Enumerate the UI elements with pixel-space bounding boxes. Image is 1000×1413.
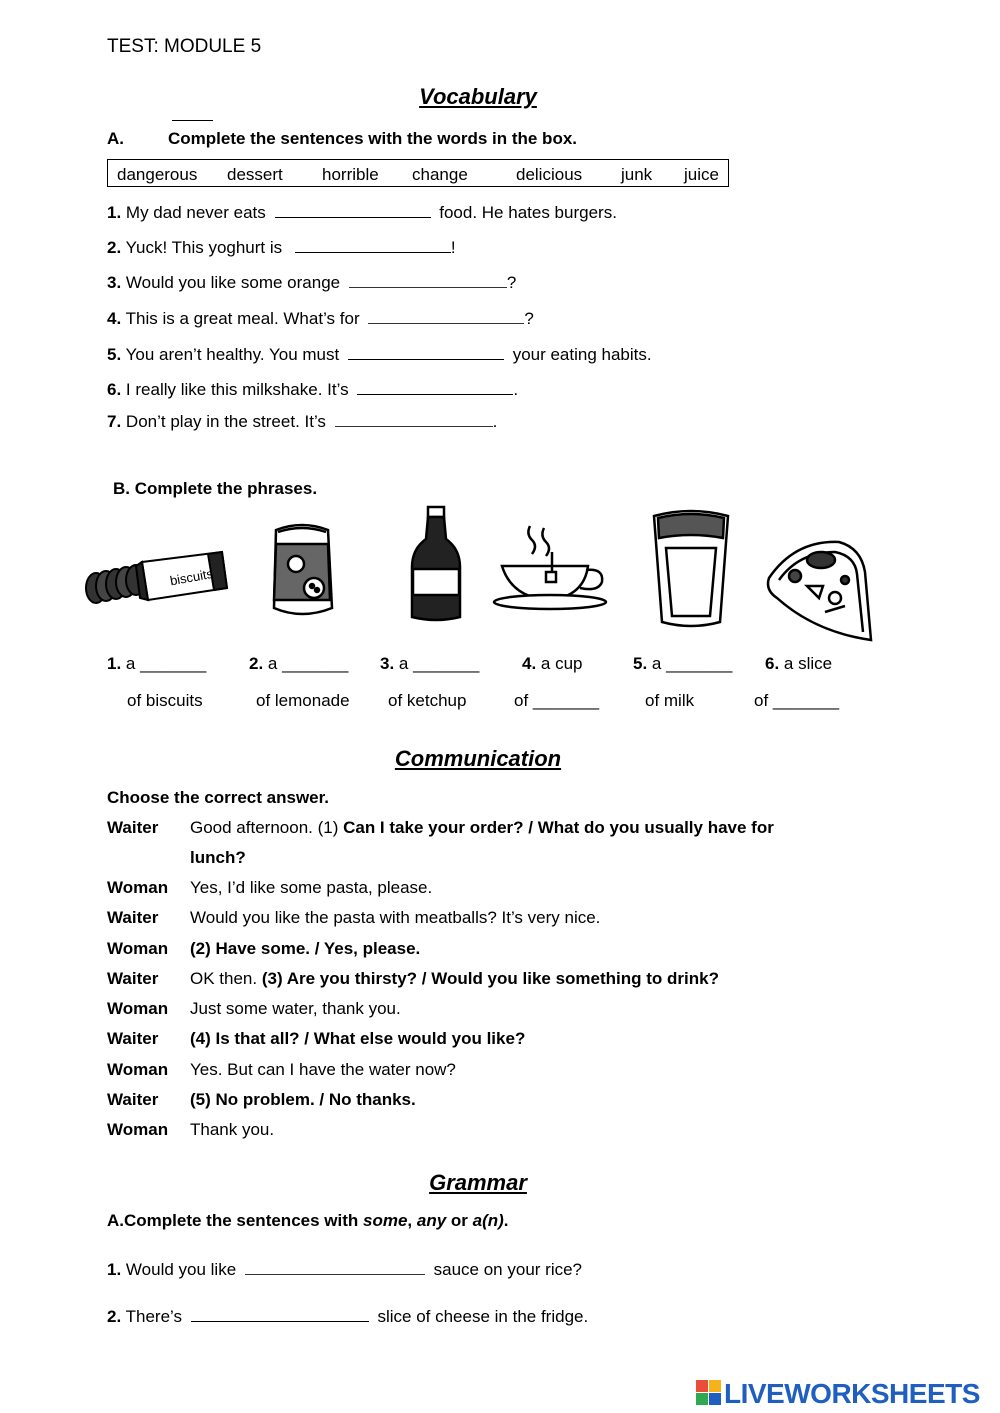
answer-blank[interactable]	[368, 307, 524, 324]
phrase-text: a _______	[125, 654, 207, 673]
dialogue-text: Yes. But can I have the water now?	[190, 1060, 456, 1079]
sentence-text: ?	[524, 309, 534, 328]
instruction-word: any	[416, 1211, 447, 1230]
vocabulary-heading: Vocabulary	[419, 84, 537, 109]
biscuits-pack-label: biscuits	[168, 565, 215, 589]
grammar-a-instruction	[107, 1211, 509, 1231]
answer-blank[interactable]	[357, 378, 513, 395]
doc-title: TEST: MODULE 5	[107, 36, 262, 57]
small-divider	[172, 120, 213, 121]
phrase-4-bottom: of _______	[514, 691, 600, 710]
cup-of-tea-illustration	[490, 522, 612, 612]
dialogue-choice[interactable]: (3) Are you thirsty? / Would you like something to drink?	[261, 969, 719, 988]
phrase-1-bottom: of biscuits	[127, 691, 203, 710]
dialogue-speaker: Waiter	[107, 1029, 159, 1048]
dialogue-speaker: Woman	[107, 1060, 169, 1079]
sentence-number: 5.	[107, 345, 122, 364]
sentence-text: .	[513, 380, 519, 399]
phrase-1-top	[107, 654, 206, 674]
answer-blank[interactable]	[245, 1258, 425, 1275]
dialogue-line-3	[190, 908, 600, 928]
dialogue-line-4	[190, 939, 420, 959]
word-box-item: junk	[621, 165, 653, 184]
phrase-text: a _______	[267, 654, 349, 673]
vocab-sentence-2	[107, 236, 456, 259]
sentence-text: slice of cheese in the fridge.	[377, 1307, 589, 1326]
vocab-sentence-3	[107, 271, 516, 294]
word-box-item: dangerous	[117, 165, 198, 184]
dialogue-choice[interactable]: (4) Is that all? / What else would you like?	[190, 1029, 526, 1048]
sentence-text: sauce on your rice?	[433, 1260, 583, 1279]
dialogue-choice[interactable]: Can I take your order? / What do you usually have for	[343, 818, 774, 837]
dialogue-line-6	[190, 999, 401, 1019]
dialogue-line-1-cont: lunch?	[190, 848, 246, 867]
word-box-item: horrible	[322, 165, 379, 184]
phrase-5-top	[633, 654, 732, 674]
dialogue-text: Would you like the pasta with meatballs? It’s very nice.	[190, 908, 601, 927]
vocab-sentence-4	[107, 307, 534, 330]
vocab-sentence-1	[107, 201, 617, 224]
phrase-3-bottom: of ketchup	[388, 691, 467, 710]
phrase-text: a slice	[783, 654, 833, 673]
logo-blocks-icon	[696, 1380, 722, 1410]
phrase-text: a cup	[540, 654, 583, 673]
dialogue-text: Good afternoon. (1)	[190, 818, 344, 837]
dialogue-line-9	[190, 1090, 416, 1110]
phrase-number: 3.	[380, 654, 395, 673]
word-box	[107, 159, 729, 187]
instruction-text: ,	[407, 1211, 417, 1230]
ketchup-bottle-illustration	[408, 505, 464, 623]
sentence-number: 7.	[107, 412, 122, 431]
sentence-text: Don’t play in the street. It’s	[125, 412, 326, 431]
dialogue-speaker: Woman	[107, 999, 169, 1018]
sentence-text: Would you like	[125, 1260, 237, 1279]
sentence-text: There’s	[125, 1307, 182, 1326]
logo-text: LIVEWORKSHEETS	[724, 1378, 980, 1409]
dialogue-speaker: Waiter	[107, 969, 159, 988]
answer-blank[interactable]	[348, 343, 504, 360]
dialogue-line-10	[190, 1120, 274, 1140]
sentence-number: 1.	[107, 203, 122, 222]
sentence-text: Yuck! This yoghurt is	[125, 238, 283, 257]
sentence-text: My dad never eats	[125, 203, 266, 222]
vocab-sentence-5	[107, 343, 652, 366]
vocab-a-instruction: Complete the sentences with the words in the box.	[168, 129, 578, 148]
phrase-number: 5.	[633, 654, 648, 673]
instruction-word: some	[363, 1211, 408, 1230]
answer-blank[interactable]	[295, 236, 451, 253]
word-box-item: juice	[684, 165, 719, 184]
phrase-5-bottom: of milk	[645, 691, 695, 710]
phrase-number: 6.	[765, 654, 780, 673]
dialogue-speaker: Waiter	[107, 1090, 159, 1109]
dialogue-speaker: Woman	[107, 878, 169, 897]
phrase-2-top	[249, 654, 348, 674]
answer-blank[interactable]	[349, 271, 507, 288]
instruction-text: or	[446, 1211, 473, 1230]
dialogue-line-8	[190, 1060, 456, 1080]
phrase-6-bottom: of _______	[754, 691, 840, 710]
dialogue-line-5	[190, 969, 719, 989]
vocab-b-instruction: B. Complete the phrases.	[113, 479, 318, 498]
sentence-number: 6.	[107, 380, 122, 399]
answer-blank[interactable]	[275, 201, 431, 218]
dialogue-line-2	[190, 878, 432, 898]
answer-blank[interactable]	[335, 410, 493, 427]
dialogue-choice[interactable]: (2) Have some. / Yes, please.	[190, 939, 421, 958]
vocab-sentence-7	[107, 410, 497, 433]
sentence-number: 3.	[107, 273, 122, 292]
sentence-number: 1.	[107, 1260, 122, 1279]
phrase-4-top	[522, 654, 583, 674]
grammar-sentence-1	[107, 1258, 582, 1281]
dialogue-speaker: Woman	[107, 939, 169, 958]
sentence-number: 2.	[107, 238, 122, 257]
sentence-text: Would you like some orange	[125, 273, 341, 292]
biscuits-illustration	[82, 548, 230, 610]
dialogue-text: Thank you.	[190, 1120, 275, 1139]
dialogue-line-1	[190, 818, 774, 838]
grammar-a-label: A.	[107, 1211, 124, 1230]
dialogue-speaker: Waiter	[107, 818, 159, 837]
phrase-text: a _______	[651, 654, 733, 673]
sentence-number: 4.	[107, 309, 122, 328]
glass-of-milk-illustration	[650, 508, 732, 630]
phrase-text: a _______	[398, 654, 480, 673]
word-box-item: change	[412, 165, 468, 184]
instruction-text: Complete the sentences with	[124, 1211, 363, 1230]
communication-heading: Communication	[394, 746, 562, 771]
communication-instruction: Choose the correct answer.	[107, 788, 330, 807]
vocab-a-label: A.	[107, 129, 124, 148]
sentence-text: I really like this milkshake. It’s	[125, 380, 349, 399]
instruction-text: .	[503, 1211, 509, 1230]
answer-blank[interactable]	[191, 1305, 369, 1322]
dialogue-text: OK then.	[190, 969, 262, 988]
can-illustration	[268, 522, 336, 620]
dialogue-line-7	[190, 1029, 525, 1049]
sentence-text: This is a great meal. What’s for	[125, 309, 360, 328]
phrase-number: 2.	[249, 654, 264, 673]
pizza-slice-illustration	[765, 536, 877, 644]
dialogue-speaker: Woman	[107, 1120, 169, 1139]
vocab-sentence-6	[107, 378, 518, 401]
liveworksheets-logo	[696, 1376, 994, 1410]
grammar-heading: Grammar	[429, 1170, 527, 1195]
phrase-number: 1.	[107, 654, 122, 673]
sentence-text: You aren’t healthy. You must	[125, 345, 340, 364]
sentence-text: ?	[506, 273, 517, 292]
phrase-number: 4.	[522, 654, 537, 673]
dialogue-text: Just some water, thank you.	[190, 999, 401, 1018]
grammar-sentence-2	[107, 1305, 588, 1328]
phrase-2-bottom: of lemonade	[256, 691, 350, 710]
dialogue-speaker: Waiter	[107, 908, 159, 927]
sentence-number: 2.	[107, 1307, 122, 1326]
dialogue-choice[interactable]: (5) No problem. / No thanks.	[190, 1090, 416, 1109]
sentence-text: your eating habits.	[512, 345, 652, 364]
sentence-text: !	[450, 238, 456, 257]
phrase-6-top	[765, 654, 832, 674]
phrase-3-top	[380, 654, 479, 674]
sentence-text: .	[492, 412, 498, 431]
word-box-item: dessert	[227, 165, 283, 184]
instruction-word: a(n)	[472, 1211, 504, 1230]
sentence-text: food. He hates burgers.	[439, 203, 617, 222]
word-box-item: delicious	[516, 165, 583, 184]
dialogue-text: Yes, I’d like some pasta, please.	[190, 878, 433, 897]
